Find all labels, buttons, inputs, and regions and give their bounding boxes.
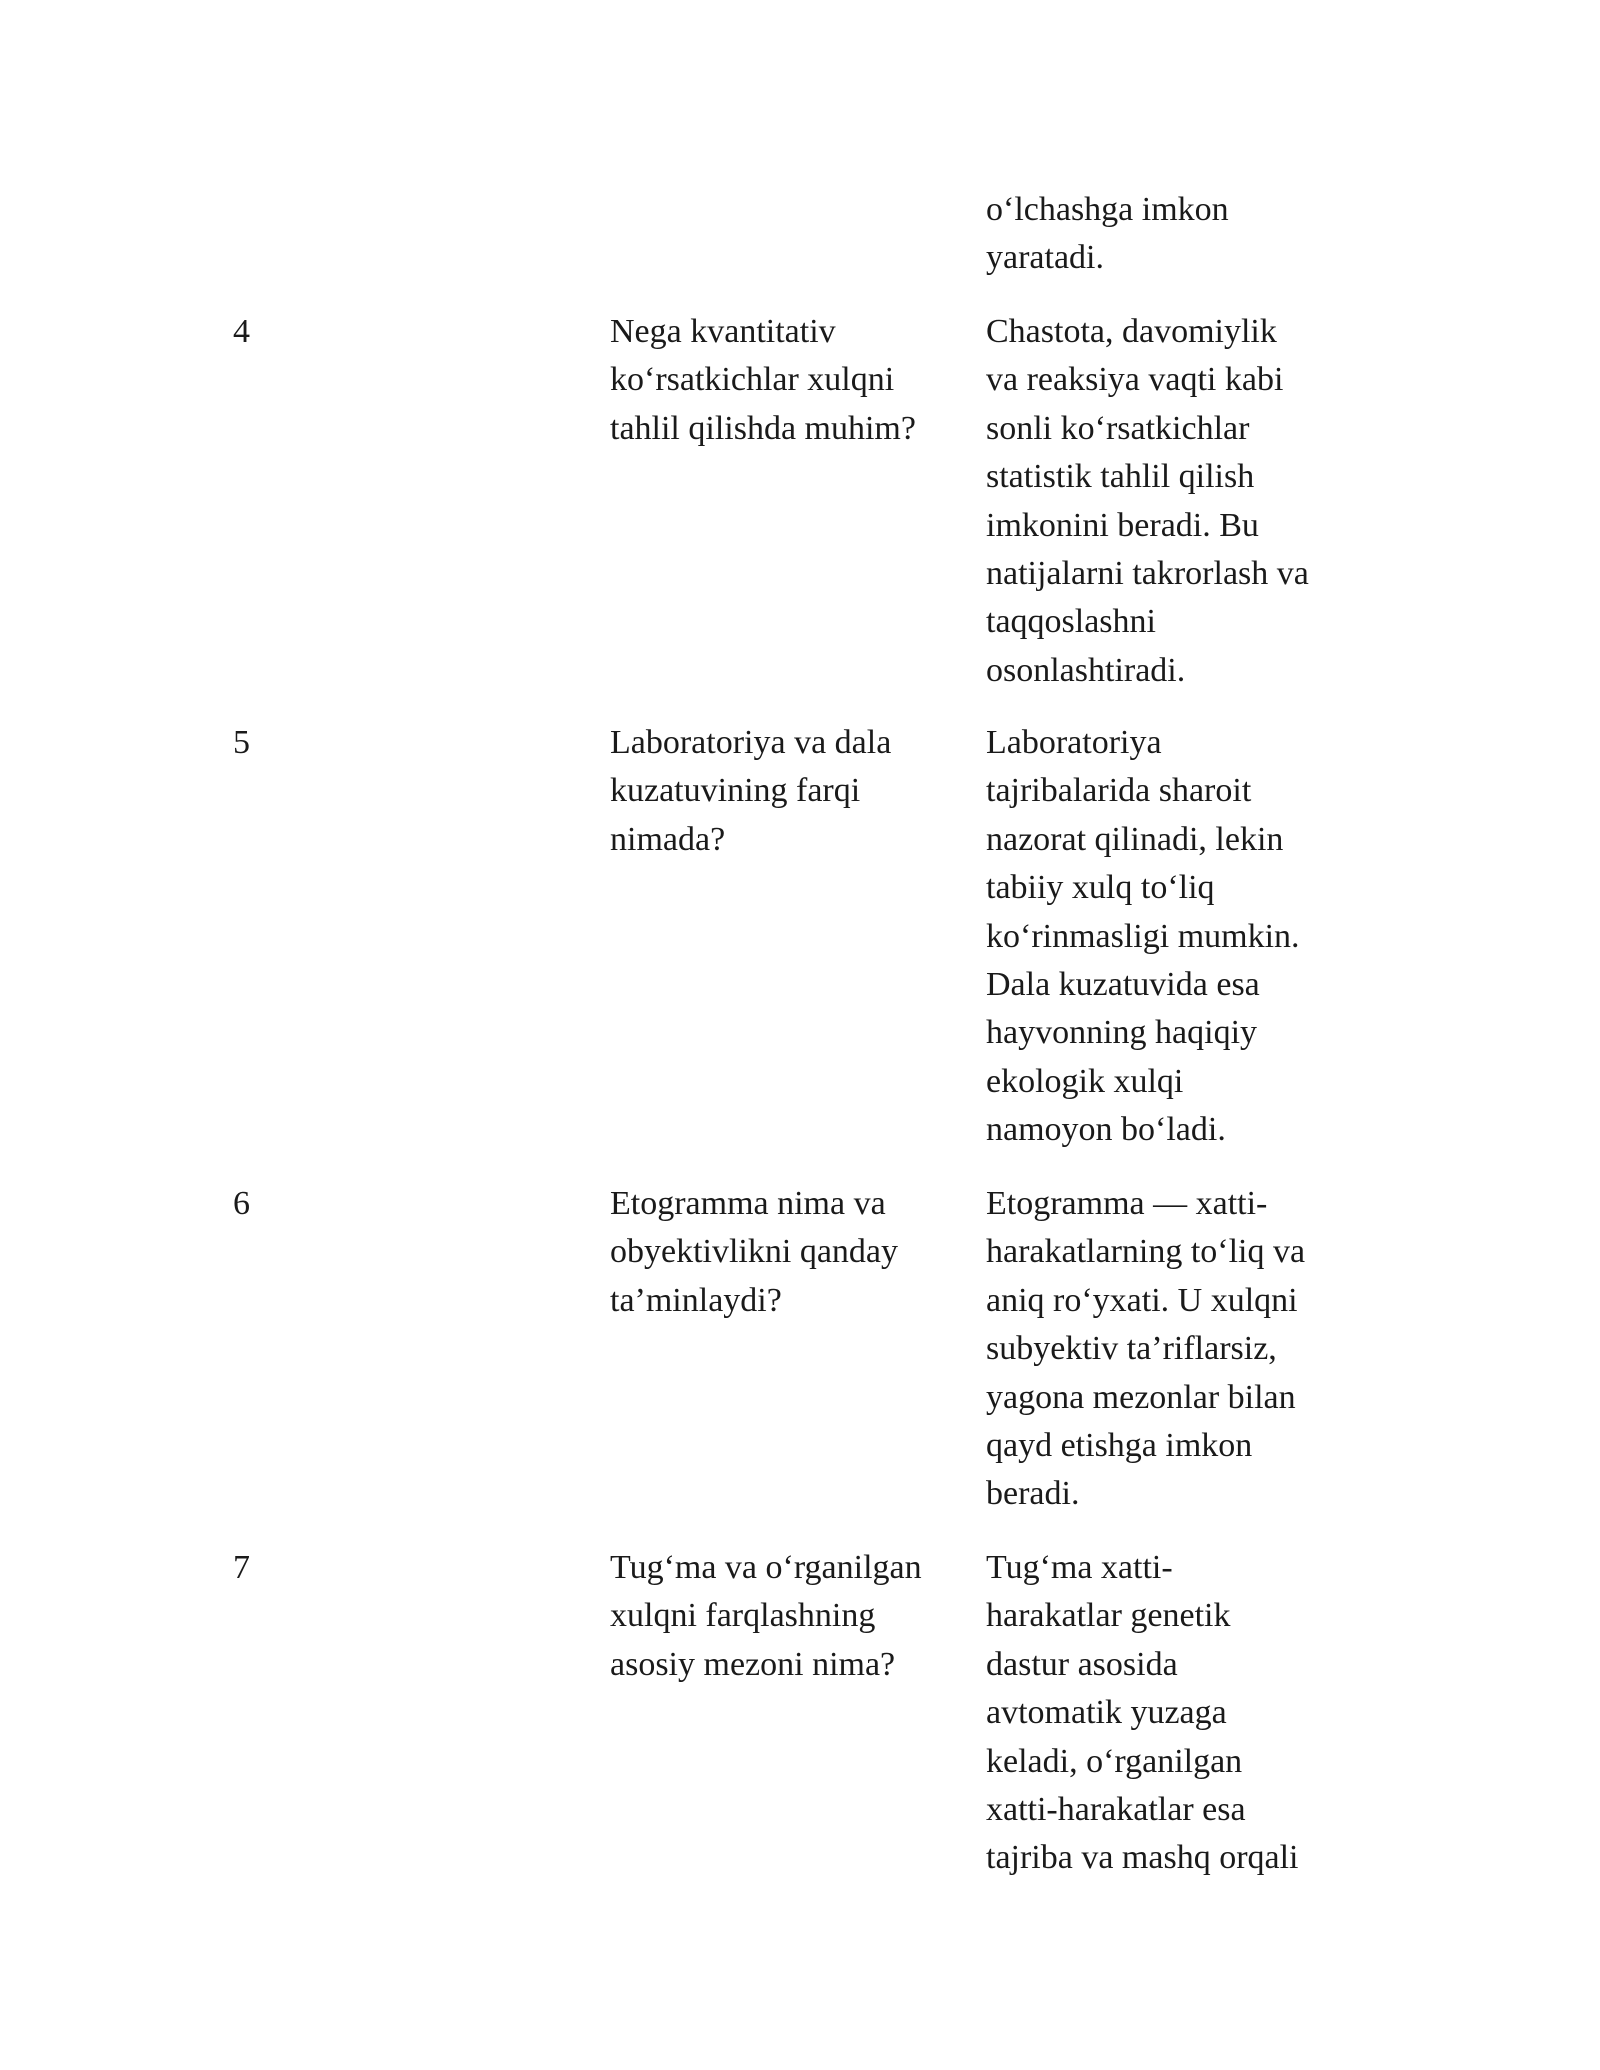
answer-line: keladi, o‘rganilgan bbox=[986, 1742, 1243, 1780]
answer-line: aniq ro‘yxati. U xulqni bbox=[986, 1281, 1298, 1319]
answer-line: beradi. bbox=[986, 1475, 1080, 1513]
question-line: tahlil qilishda muhim? bbox=[610, 409, 916, 447]
answer-line: ko‘rinmasligi mumkin. bbox=[986, 917, 1300, 955]
answer-line: tabiiy xulq to‘liq bbox=[986, 869, 1215, 907]
answer-line: tajriba va mashq orqali bbox=[986, 1839, 1299, 1877]
question-line: xulqni farqlashning bbox=[610, 1597, 876, 1635]
answer-cell bbox=[986, 719, 1300, 1155]
row-number: 6 bbox=[233, 1185, 250, 1222]
answer-line: subyektiv ta’riflarsiz, bbox=[986, 1330, 1277, 1368]
answer-line: harakatlarning to‘liq va bbox=[986, 1233, 1306, 1271]
answer-line: Tug‘ma xatti- bbox=[986, 1549, 1173, 1586]
answer-line: yagona mezonlar bilan bbox=[986, 1378, 1296, 1416]
question-line: nimada? bbox=[610, 820, 726, 858]
question-cell bbox=[610, 1544, 922, 1689]
question-line: obyektivlikni qanday bbox=[610, 1233, 899, 1271]
question-line: Nega kvantitativ bbox=[610, 313, 836, 350]
answer-line: statistik tahlil qilish bbox=[986, 458, 1255, 496]
answer-cell bbox=[986, 308, 1309, 695]
answer-line: Dala kuzatuvida esa bbox=[986, 966, 1260, 1004]
answer-line: yaratadi. bbox=[986, 239, 1104, 277]
question-line: ta’minlaydi? bbox=[610, 1281, 782, 1319]
question-line: ko‘rsatkichlar xulqni bbox=[610, 361, 895, 399]
answer-line: va reaksiya vaqti kabi bbox=[986, 361, 1284, 399]
answer-line: ekologik xulqi bbox=[986, 1062, 1184, 1100]
answer-line: nazorat qilinadi, lekin bbox=[986, 820, 1284, 858]
answer-line: taqqoslashni bbox=[986, 603, 1156, 641]
answer-line: o‘lchashga imkon bbox=[986, 191, 1229, 228]
row-number: 7 bbox=[233, 1549, 250, 1586]
answer-line: xatti-harakatlar esa bbox=[986, 1791, 1246, 1829]
answer-line: imkonini beradi. Bu bbox=[986, 506, 1259, 544]
answer-line: sonli ko‘rsatkichlar bbox=[986, 409, 1250, 447]
answer-line: avtomatik yuzaga bbox=[986, 1694, 1227, 1732]
answer-line: namoyon bo‘ladi. bbox=[986, 1111, 1226, 1149]
row-number: 5 bbox=[233, 724, 250, 761]
answer-line: qayd etishga imkon bbox=[986, 1427, 1253, 1465]
answer-line: hayvonning haqiqiy bbox=[986, 1014, 1258, 1052]
question-cell bbox=[610, 1180, 898, 1325]
question-line: Laboratoriya va dala bbox=[610, 724, 892, 761]
question-line: kuzatuvining farqi bbox=[610, 772, 861, 810]
answer-line: harakatlar genetik bbox=[986, 1597, 1231, 1635]
answer-line: Etogramma — xatti- bbox=[986, 1185, 1268, 1222]
question-line: asosiy mezoni nima? bbox=[610, 1645, 896, 1683]
answer-line: Laboratoriya bbox=[986, 724, 1162, 761]
question-line: Etogramma nima va bbox=[610, 1185, 886, 1222]
answer-line: osonlashtiradi. bbox=[986, 651, 1186, 689]
answer-line: Chastota, davomiylik bbox=[986, 313, 1277, 350]
row-number: 4 bbox=[233, 313, 250, 350]
question-cell bbox=[610, 719, 891, 864]
answer-line: dastur asosida bbox=[986, 1645, 1178, 1683]
answer-line: tajribalarida sharoit bbox=[986, 772, 1252, 810]
answer-cell bbox=[986, 186, 1229, 283]
answer-cell bbox=[986, 1180, 1305, 1519]
question-line: Tug‘ma va o‘rganilgan bbox=[610, 1549, 922, 1586]
answer-cell bbox=[986, 1544, 1299, 1883]
answer-line: natijalarni takrorlash va bbox=[986, 555, 1309, 593]
question-cell bbox=[610, 308, 916, 453]
